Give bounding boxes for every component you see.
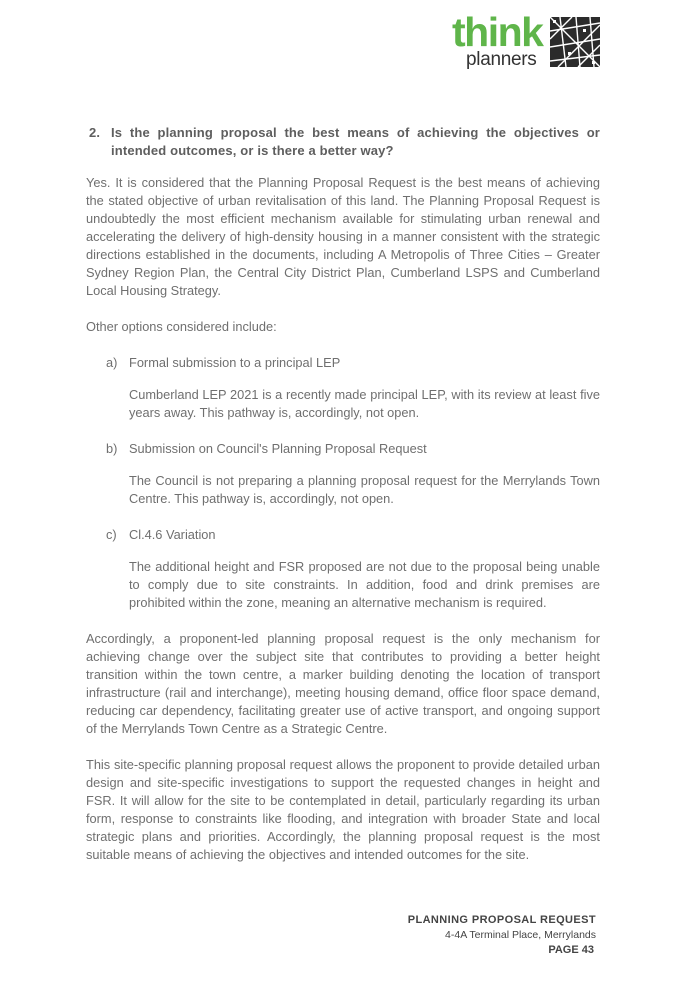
logo-think-text: think bbox=[452, 9, 543, 55]
paragraph-site-specific: This site-specific planning proposal request allows the proponent to provide detailed urban design and site-specific investigations to support the requested changes in height and FSR. It will allow for the site to be contemplated in detail, particularly regarding its urban form, response to constraints like flooding, and integration with broader State and local strategic plans and priorities. Accordingly, the planning proposal request is the most suitable means of achieving the objectives and intended outcomes for the site. bbox=[86, 757, 600, 862]
option-item-a bbox=[86, 354, 600, 372]
section-heading bbox=[86, 124, 600, 160]
option-description: The additional height and FSR proposed are not due to the proposal being unable to comply due to site constraints. In addition, food and drink premises are prohibited within the zone, meaning an alternative mechanism is required. bbox=[129, 559, 600, 610]
option-marker: a) bbox=[106, 355, 118, 370]
option-item-c bbox=[86, 526, 600, 544]
option-description: Cumberland LEP 2021 is a recently made principal LEP, with its review at least five years away. This pathway is, accordingly, not open. bbox=[129, 387, 600, 420]
main-content bbox=[86, 124, 600, 882]
paragraph-yes: Yes. It is considered that the Planning Proposal Request is the best means of achieving the stated objective of urban revitalisation of this land. The Planning Proposal Request is undoubtedly the most efficient mechanism available for stimulating urban renewal and accelerating the delivery of high-density housing in a manner consistent with the strategic directions established in the documents, including A Metropolis of Three Cities – Greater Sydney Region Plan, the Central City District Plan, Cumberland LSPS and Cumberland Local Housing Strategy. bbox=[86, 175, 600, 298]
option-title: Submission on Council's Planning Proposal Request bbox=[129, 441, 427, 456]
footer-address: 4-4A Terminal Place, Merrylands bbox=[445, 929, 596, 941]
logo-planners-text: planners bbox=[466, 49, 537, 70]
think-planners-logo bbox=[452, 9, 602, 70]
option-title: Formal submission to a principal LEP bbox=[129, 355, 341, 370]
section-number: 2. bbox=[89, 125, 101, 140]
footer-title: PLANNING PROPOSAL REQUEST bbox=[407, 914, 596, 926]
section-heading-text: Is the planning proposal the best means of achieving the objectives or intended outcomes, or is there a better way? bbox=[111, 125, 600, 158]
option-description: The Council is not preparing a planning proposal request for the Merrylands Town Centre. This pathway is, accordingly, not open. bbox=[129, 473, 600, 506]
option-title: Cl.4.6 Variation bbox=[129, 527, 216, 542]
paragraph-other-options: Other options considered include: bbox=[86, 319, 277, 334]
page-footer bbox=[408, 913, 596, 958]
option-marker: c) bbox=[106, 527, 117, 542]
street-grid-logo-icon bbox=[550, 17, 600, 67]
paragraph-accordingly: Accordingly, a proponent-led planning proposal request is the only mechanism for achieving change over the subject site that contributes to providing a better height transition within the town centre, a marker building denoting the location of transport infrastructure (rail and interchange), meeting housing demand, office floor space demand, reducing car dependency, facilitating greater use of active transport, and ongoing support of the Merrylands Town Centre as a Strategic Centre. bbox=[86, 631, 600, 736]
option-marker: b) bbox=[106, 441, 118, 456]
option-item-b bbox=[86, 440, 600, 458]
page-number: PAGE 43 bbox=[548, 944, 594, 956]
